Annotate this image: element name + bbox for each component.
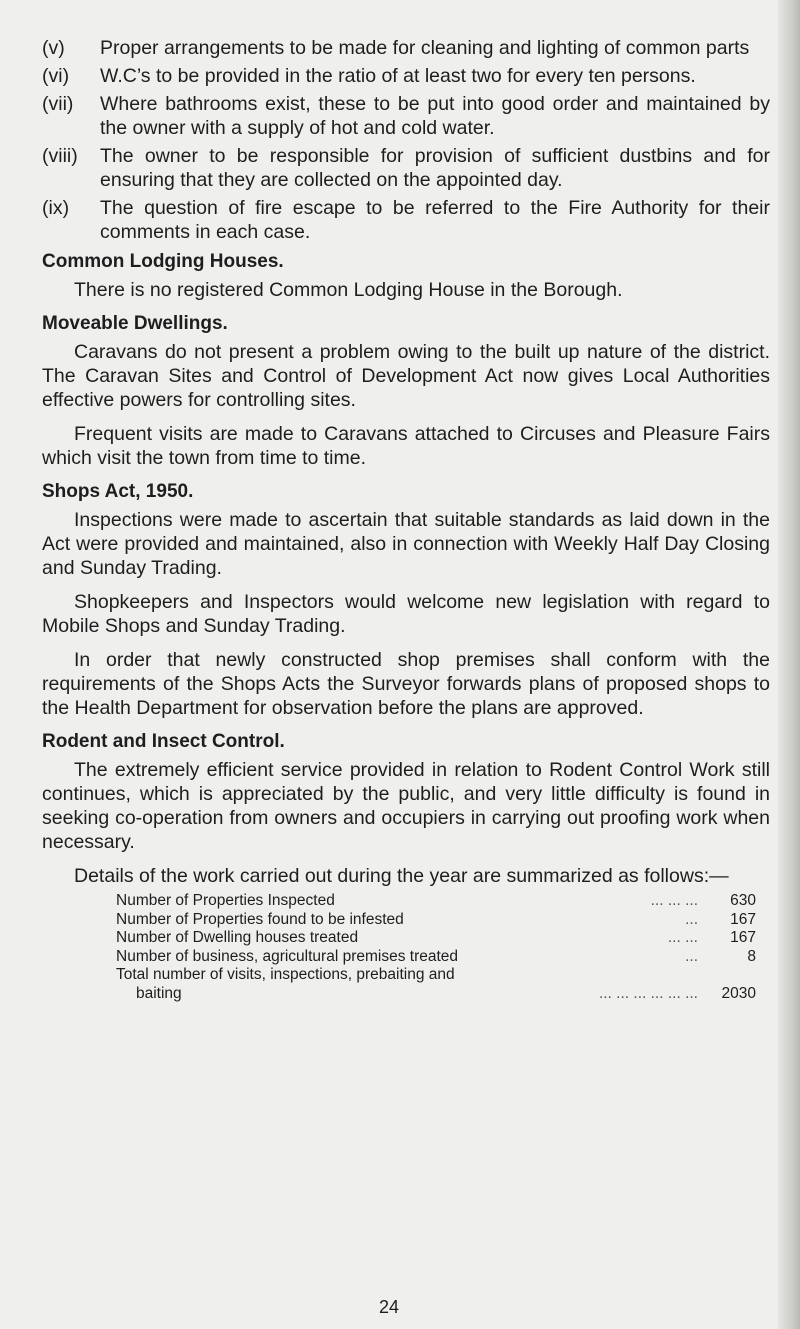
stat-label: baiting xyxy=(136,984,182,1002)
stat-label: Number of Properties found to be infested xyxy=(116,910,404,928)
paragraph: There is no registered Common Lodging House in the Borough. xyxy=(74,279,623,301)
paragraph: Frequent visits are made to Caravans attached to Circuses and Pleasure Fairs which visit the town from time to time. xyxy=(42,423,770,469)
table-row xyxy=(116,911,756,930)
stat-value: 630 xyxy=(730,892,756,909)
paragraph: In order that newly constructed shop premises shall conform with the requirements of the Shops Acts the Surveyor forwards plans of proposed shops to the Health Department for observation before the plans are approved. xyxy=(42,649,770,719)
table-row xyxy=(116,948,756,967)
paragraph: Shopkeepers and Inspectors would welcome new legislation with regard to Mobile Shops and Sunday Trading. xyxy=(42,591,770,637)
item-text: Proper arrangements to be made for cleaning and lighting of common parts xyxy=(100,37,750,59)
paragraph: Details of the work carried out during the year are summarized as follows:— xyxy=(74,865,729,887)
statistics-table xyxy=(116,892,756,1003)
paragraph: Inspections were made to ascertain that suitable standards as laid down in the Act were provided and maintained, also in connection with Weekly Half Day Closing and Sunday Trading. xyxy=(42,509,770,579)
paragraph: Caravans do not present a problem owing to the built up nature of the district. The Caravan Sites and Control of Development Act now gives Local Authorities effective powers for controlling sites. xyxy=(42,341,770,411)
stat-label: Number of Properties Inspected xyxy=(116,892,335,909)
heading-moveable-dwellings: Moveable Dwellings. xyxy=(42,313,228,334)
leader-dots: ... ... xyxy=(667,929,698,946)
stat-value: 2030 xyxy=(721,984,756,1002)
heading-rodent-control: Rodent and Insect Control. xyxy=(42,731,285,752)
item-number: (ix) xyxy=(42,197,70,219)
item-text: The question of fire escape to be referred to the Fire Authority for their comments in each case. xyxy=(100,197,770,243)
page-number: 24 xyxy=(378,1297,400,1317)
item-number: (viii) xyxy=(42,145,78,167)
table-row xyxy=(116,985,756,1004)
stat-label: Number of business, agricultural premises treated xyxy=(116,947,459,965)
item-number: (vii) xyxy=(42,93,74,115)
table-row xyxy=(116,966,756,985)
document-body xyxy=(42,36,770,1003)
leader-dots: ... ... ... xyxy=(650,892,698,909)
stat-value xyxy=(704,966,756,985)
table-row xyxy=(116,892,756,911)
item-number: (v) xyxy=(42,37,65,59)
stat-value: 8 xyxy=(747,947,756,965)
paragraph: The extremely efficient service provided in relation to Rodent Control Work still continues, which is appreciated by the public, and very little difficulty is found in seeking co-operation from owners and occupiers in carrying out proofing work when necessary. xyxy=(42,759,770,853)
leader-dots: ... xyxy=(685,947,698,965)
leader-dots: ... ... ... ... ... ... xyxy=(598,984,698,1002)
item-text: Where bathrooms exist, these to be put into good order and maintained by the owner with a supply of hot and cold water. xyxy=(100,93,770,139)
stat-value: 167 xyxy=(730,929,756,946)
stat-label: Number of Dwelling houses treated xyxy=(116,929,359,946)
item-text: The owner to be responsible for provision of sufficient dustbins and for ensuring that they are collected on the appointed day. xyxy=(100,145,770,191)
item-number: (vi) xyxy=(42,65,70,87)
stat-label: Total number of visits, inspections, prebaiting and xyxy=(116,966,455,983)
leader-dots xyxy=(692,966,704,985)
list-item xyxy=(42,64,770,88)
page-edge xyxy=(778,0,800,1329)
list-item xyxy=(42,36,770,60)
heading-shops-act: Shops Act, 1950. xyxy=(42,481,194,502)
heading-common-lodging: Common Lodging Houses. xyxy=(42,251,284,272)
list-item xyxy=(42,144,770,192)
list-item xyxy=(42,196,770,244)
stat-value: 167 xyxy=(730,910,756,928)
item-text: W.C’s to be provided in the ratio of at least two for every ten persons. xyxy=(100,65,696,87)
list-item xyxy=(42,92,770,140)
table-row xyxy=(116,929,756,948)
leader-dots: ... xyxy=(685,910,698,928)
